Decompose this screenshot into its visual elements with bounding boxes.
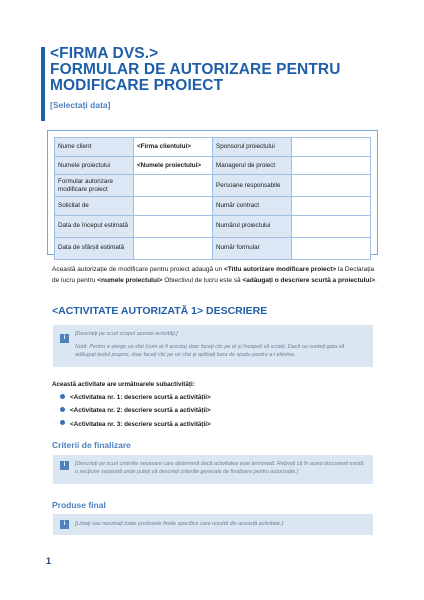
table-row xyxy=(55,197,371,216)
criteria-tip-box[interactable] xyxy=(53,455,373,484)
table-row xyxy=(55,175,371,197)
value-estimated-start[interactable] xyxy=(134,215,213,237)
subactivities-list xyxy=(60,392,211,432)
company-name: <FIRMA DVS.> xyxy=(50,45,159,62)
project-info-table xyxy=(47,130,378,255)
final-products-tip-text: [Listați sau rezumați toate produsele finale specifice care rezultă din această activitate.] xyxy=(75,521,283,527)
value-form-number[interactable] xyxy=(292,237,371,259)
project-name-placeholder[interactable]: <numele proiectului> xyxy=(97,276,163,284)
label-project-manager: Managerul de proiect xyxy=(213,156,292,175)
label-estimated-start: Data de început estimată xyxy=(55,215,134,237)
label-requested-by: Solicitat de xyxy=(55,197,134,216)
label-change-form: Formular autorizare modificare proiect xyxy=(55,175,134,197)
label-form-number: Număr formular xyxy=(213,237,292,259)
value-requested-by[interactable] xyxy=(134,197,213,216)
title-accent-bar xyxy=(41,47,45,121)
date-placeholder[interactable]: [Selectați data] xyxy=(50,100,111,110)
list-item-text: <Activitatea nr. 2: descriere scurtă a activității> xyxy=(70,407,211,415)
value-project-manager[interactable] xyxy=(292,156,371,175)
list-item-text: <Activitatea nr. 3: descriere scurtă a activității> xyxy=(70,420,211,428)
bullet-icon xyxy=(60,394,65,399)
activity-tip-box[interactable] xyxy=(53,325,373,367)
value-contract-number[interactable] xyxy=(292,197,371,216)
value-project-name[interactable]: <Numele proiectului> xyxy=(134,156,213,175)
value-client-name[interactable]: <Firma clientului> xyxy=(134,138,213,157)
title-line-1: FORMULAR DE AUTORIZARE PENTRU xyxy=(50,61,341,78)
intro-paragraph xyxy=(52,265,377,286)
page-number: 1 xyxy=(46,556,52,566)
value-change-form[interactable] xyxy=(134,175,213,197)
label-project-name: Numele proiectului xyxy=(55,156,134,175)
intro-text-2: la Declarația de lucru pentru xyxy=(52,266,375,284)
table-row xyxy=(55,215,371,237)
criteria-tip-text: [Descrieți pe scurt criteriile necesare care determină dacă activitatea este terminată. Rețineți că în acest document există o secțiune separată unde puteți să descrieți criteriile generale de finalizare pentru autorizație.] xyxy=(75,461,364,475)
subactivities-lead: Această activitate are următoarele subactivități: xyxy=(52,381,195,388)
label-estimated-end: Data de sfârșit estimată xyxy=(55,237,134,259)
label-contract-number: Număr contract xyxy=(213,197,292,216)
activity-heading: <ACTIVITATE AUTORIZATĂ 1> DESCRIERE xyxy=(52,305,268,317)
value-project-sponsor[interactable] xyxy=(292,138,371,157)
activity-tip-line2: Notă: Pentru a șterge un sfat (cum ar fi acesta) doar faceți clic pe el și începeți să scrieți. Dacă nu sunteți gata să adăugați textul propriu, doar faceți clic pe un sfat și apăsați bara de spațiu pentru a-l elimina. xyxy=(75,344,345,358)
list-item-text: <Activitatea nr. 1: descriere scurtă a activității> xyxy=(70,394,211,401)
intro-text-4: . xyxy=(375,276,377,284)
label-project-number: Numărul proiectului xyxy=(213,215,292,237)
info-icon: i xyxy=(60,520,69,529)
bullet-icon xyxy=(60,420,65,425)
activity-tip-line1: [Descrieți pe scurt scopul acestei activități.] xyxy=(75,331,178,337)
label-project-sponsor: Sponsorul proiectului xyxy=(213,138,292,157)
final-products-heading: Produse final xyxy=(52,500,106,510)
table-row xyxy=(55,138,371,157)
info-icon: i xyxy=(60,334,69,343)
intro-text-3: Obiectivul de lucru este să xyxy=(162,276,243,284)
value-estimated-end[interactable] xyxy=(134,237,213,259)
list-item[interactable] xyxy=(60,392,211,405)
table-row xyxy=(55,237,371,259)
final-products-tip-box[interactable] xyxy=(53,514,373,535)
project-description-placeholder[interactable]: <adăugați o descriere scurtă a proiectului> xyxy=(242,276,375,284)
criteria-heading: Criterii de finalizare xyxy=(52,440,131,450)
label-client-name: Nume client xyxy=(55,138,134,157)
value-project-number[interactable] xyxy=(292,215,371,237)
value-responsible-persons[interactable] xyxy=(292,175,371,197)
list-item[interactable] xyxy=(60,419,211,432)
bullet-icon xyxy=(60,407,65,412)
change-title-placeholder[interactable]: <Titlu autorizare modificare proiect> xyxy=(224,266,337,273)
document-title xyxy=(50,46,390,94)
list-item[interactable] xyxy=(60,405,211,418)
table-row xyxy=(55,156,371,175)
intro-text-1: Această autorizație de modificare pentru proiect adaugă un xyxy=(52,266,224,273)
info-icon: i xyxy=(60,461,69,470)
label-responsible-persons: Persoane responsabile xyxy=(213,175,292,197)
title-line-2: MODIFICARE PROIECT xyxy=(50,77,224,94)
